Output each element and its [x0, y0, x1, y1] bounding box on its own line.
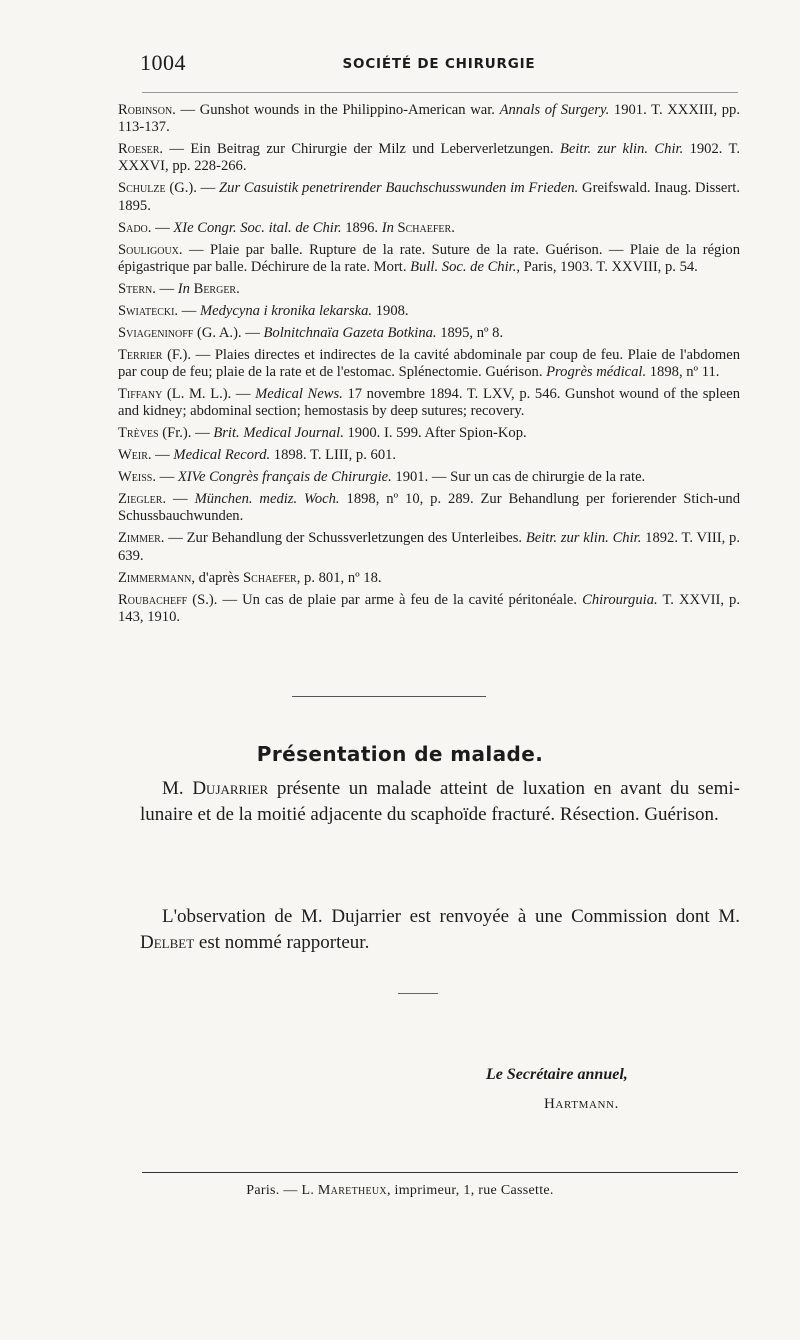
entry-author: Zimmermann	[118, 569, 192, 586]
bibliography-entry: Trèves (Fr.). — Brit. Medical Journal. 1900. I. 599. After Spion-Kop.	[118, 425, 527, 442]
journal-title: SOCIÉTÉ DE CHIRURGIE	[342, 56, 536, 72]
bibliography-entry: Zimmermann, d'après Schaefer, p. 801, nº 18.	[118, 569, 382, 586]
entry-source: Bull. Soc. de Chir.	[410, 258, 517, 275]
entry-author: Stern.	[118, 280, 156, 297]
bibliography-entry: Roeser. — Ein Beitrag zur Chirurgie der Milz und Leberverletzungen. Beitr. zur klin. Chir. 1902. T. XXXVI, pp. 228-266.	[118, 141, 740, 175]
bibliography-entry: Souligoux. — Plaie par balle. Rupture de la rate. Suture de la rate. Guérison. — Plaie de la région épigastrique par balle. Déchirure de la rate. Mort. Bull. Soc. de Chir., Paris, 1903. T. XXVIII, p. 54.	[118, 241, 740, 275]
entry-author: Zimmer.	[118, 530, 165, 547]
entry-source: Medical Record.	[173, 447, 271, 464]
bibliography-entry: Roubacheff (S.). — Un cas de plaie par arme à feu de la cavité péritonéale. Chirourguia. T. XXVII, p. 143, 1910.	[118, 591, 741, 625]
entry-author: Schulze	[118, 180, 166, 197]
entry-author: Weir.	[118, 447, 152, 464]
entry-source: München. mediz. Woch.	[194, 491, 340, 508]
bibliography-entry: Ziegler. — München. mediz. Woch. 1898, nº 10, p. 289. Zur Behandlung per forierender Stich-und Schussbauchwunden.	[118, 491, 740, 525]
entry-source: Chirourguia.	[582, 591, 658, 608]
bibliography-entry: Zimmer. — Zur Behandlung der Schussverletzungen des Unterleibes. Beitr. zur klin. Chir. 1892. T. VIII, p. 639.	[118, 530, 740, 564]
bibliography-entry: Robinson. — Gunshot wounds in the Philippino-American war. Annals of Surgery. 1901. T. XXXIII, pp. 113-137.	[118, 102, 740, 136]
entry-author: Robinson.	[118, 102, 176, 118]
header-rule	[142, 92, 738, 93]
imprint-rule	[142, 1172, 738, 1173]
paragraph-commission: L'observation de M. Dujarrier est renvoyée à une Commission dont M. Delbet est nommé rapporteur.	[140, 906, 740, 953]
entry-author: Trèves	[118, 425, 159, 442]
entry-author: Souligoux.	[118, 241, 183, 258]
page-number: 1004	[140, 50, 186, 75]
entry-source: Progrès médical.	[546, 364, 647, 381]
entry-author: Sviageninoff	[118, 324, 194, 341]
bibliography-entry: Weiss. — XIVe Congrès français de Chirurgie. 1901. — Sur un cas de chirurgie de la rate.	[118, 469, 646, 486]
bibliography-entry: Terrier (F.). — Plaies directes et indirectes de la cavité abdominale par coup de feu. Plaie de l'abdomen par coup de feu; plaie de la rate et de l'estomac. Splénectomie. Guérison. Progrès médical. 1898, nº 11.	[118, 346, 740, 381]
section-separator	[292, 696, 486, 697]
bibliography	[118, 102, 740, 631]
entry-author: Roubacheff	[118, 591, 188, 608]
entry-source: In	[177, 280, 190, 297]
printer-name: Maretheux	[317, 1183, 387, 1198]
entry-author: Tiffany	[118, 386, 163, 403]
section-title: Présentation de malade.	[256, 742, 544, 766]
running-head	[140, 50, 738, 80]
signature-name: Hartmann.	[544, 1096, 619, 1112]
entry-source: Medycyna i kronika lekarska.	[199, 302, 373, 319]
bibliography-entry: Sviageninoff (G. A.). — Bolnitchnaïa Gazeta Botkina. 1895, nº 8.	[118, 324, 504, 341]
entry-author: Ziegler.	[118, 491, 167, 508]
bibliography-entry: Schulze (G.). — Zur Casuistik penetrirender Bauchschusswunden im Frieden. Greifswald. Inaug. Dissert. 1895.	[118, 180, 740, 214]
entry-source: Annals of Surgery.	[499, 102, 610, 118]
bibliography-entry: Stern. — In Berger.	[118, 280, 240, 297]
entry-source: XIe Congr. Soc. ital. de Chir.	[173, 219, 342, 236]
surgeon-name: Dujarrier	[192, 778, 269, 799]
signature-role: Le Secrétaire annuel,	[486, 1066, 628, 1083]
entry-source: XIVe Congrès français de Chirurgie.	[177, 469, 392, 486]
printer-imprint: Paris. — L. Maretheux, imprimeur, 1, rue Cassette.	[246, 1183, 554, 1198]
entry-author: Sado.	[118, 219, 152, 236]
entry-source: Bolnitchnaïa Gazeta Botkina.	[263, 324, 437, 341]
entry-source: Beitr. zur klin. Chir.	[559, 141, 684, 158]
paragraph-presentation: M. Dujarrier présente un malade atteint de luxation en avant du semi-lunaire et de la moitié adjacente du scaphoïde fracturé. Résection. Guérison.	[140, 778, 740, 825]
bibliography-entry: Weir. — Medical Record. 1898. T. LIII, p. 601.	[118, 447, 397, 464]
entry-author: Roeser.	[118, 141, 164, 158]
bibliography-entry: Sado. — XIe Congr. Soc. ital. de Chir. 1896. In Schaefer.	[118, 219, 455, 236]
entry-source: Zur Casuistik penetrirender Bauchschusswunden im Frieden.	[219, 180, 579, 197]
entry-source: Beitr. zur klin. Chir.	[525, 530, 642, 547]
rapporteur-name: Delbet	[140, 931, 195, 953]
entry-source: Medical News.	[255, 386, 343, 403]
bibliography-entry: Swiatecki. — Medycyna i kronika lekarska. 1908.	[118, 302, 409, 319]
end-rule	[398, 993, 438, 994]
entry-source: Brit. Medical Journal.	[213, 425, 344, 442]
entry-author: Weiss.	[118, 469, 156, 486]
entry-author: Swiatecki.	[118, 302, 179, 319]
bibliography-entry: Tiffany (L. M. L.). — Medical News. 17 novembre 1894. T. LXV, p. 546. Gunshot wound of the spleen and kidney; abdominal section; hemostasis by deep sutures; recovery.	[118, 386, 740, 420]
entry-author: Terrier	[118, 346, 163, 363]
